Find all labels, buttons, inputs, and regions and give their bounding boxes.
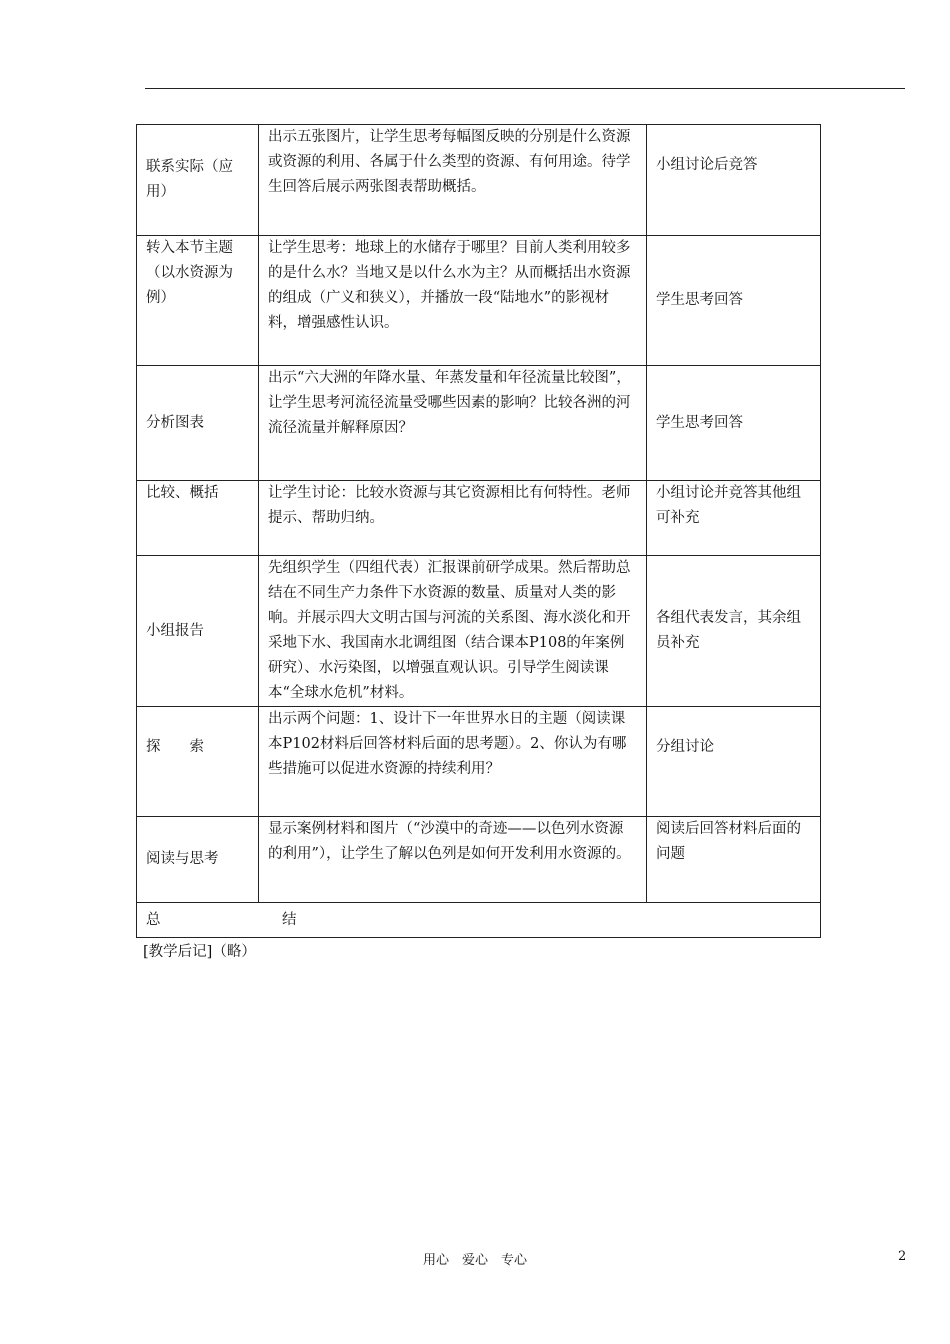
table-row (137, 707, 821, 817)
teacher-activity-cell: 出示“六大洲的年降水量、年蒸发量和年径流量比较图”，让学生思考河流径流量受哪些因素的影响？比较各洲的河流径流量并解释原因？ (259, 366, 647, 481)
lesson-plan-table (136, 124, 821, 938)
stage-cell: 探 索 (137, 707, 259, 817)
summary-row (137, 903, 821, 938)
student-activity-cell: 分组讨论 (647, 707, 821, 817)
student-activity-cell: 各组代表发言，其余组员补充 (647, 556, 821, 707)
student-activity-cell: 学生思考回答 (647, 236, 821, 366)
table-row (137, 481, 821, 556)
teacher-activity-cell: 先组织学生（四组代表）汇报课前研学成果。然后帮助总结在不同生产力条件下水资源的数量、质量对人类的影响。并展示四大文明古国与河流的关系图、海水淡化和开采地下水、我国南水北调组图（结合课本P108的年案例研究）、水污染图，以增强直观认识。引导学生阅读课本“全球水危机”材料。 (259, 556, 647, 707)
stage-cell: 转入本节主题（以水资源为例） (137, 236, 259, 366)
teacher-activity-cell: 显示案例材料和图片（“沙漠中的奇迹——以色列水资源的利用”），让学生了解以色列是如何开发利用水资源的。 (259, 817, 647, 903)
table-row (137, 366, 821, 481)
teacher-activity-cell: 出示两个问题：1、设计下一年世界水日的主题（阅读课本P102材料后回答材料后面的思考题）。2、你认为有哪些措施可以促进水资源的持续利用？ (259, 707, 647, 817)
page-number: 2 (898, 1249, 907, 1264)
stage-cell: 小组报告 (137, 556, 259, 707)
stage-cell: 分析图表 (137, 366, 259, 481)
page-footer: 用心 爱心 专心 (422, 1253, 527, 1268)
table-row (137, 556, 821, 707)
summary-right-char: 结 (282, 911, 297, 928)
teacher-activity-cell: 出示五张图片，让学生思考每幅图反映的分别是什么资源或资源的利用、各属于什么类型的资源、有何用途。待学生回答后展示两张图表帮助概括。 (259, 125, 647, 236)
stage-cell: 联系实际（应用） (137, 125, 259, 236)
header-rule (145, 88, 905, 89)
summary-cell (137, 903, 821, 938)
teacher-activity-cell: 让学生思考：地球上的水储存于哪里？目前人类利用较多的是什么水？当地又是以什么水为主？从而概括出水资源的组成（广义和狭义），并播放一段“陆地水”的影视材料，增强感性认识。 (259, 236, 647, 366)
table-row (137, 817, 821, 903)
student-activity-cell: 小组讨论并竞答其他组可补充 (647, 481, 821, 556)
stage-cell: 阅读与思考 (137, 817, 259, 903)
stage-cell: 比较、概括 (137, 481, 259, 556)
student-activity-cell: 学生思考回答 (647, 366, 821, 481)
teacher-activity-cell: 让学生讨论：比较水资源与其它资源相比有何特性。老师提示、帮助归纳。 (259, 481, 647, 556)
student-activity-cell: 小组讨论后竞答 (647, 125, 821, 236)
student-activity-cell: 阅读后回答材料后面的问题 (647, 817, 821, 903)
table-row (137, 236, 821, 366)
table-row (137, 125, 821, 236)
summary-left-char: 总 (146, 911, 161, 928)
teaching-postscript: [教学后记]（略） (143, 944, 256, 960)
